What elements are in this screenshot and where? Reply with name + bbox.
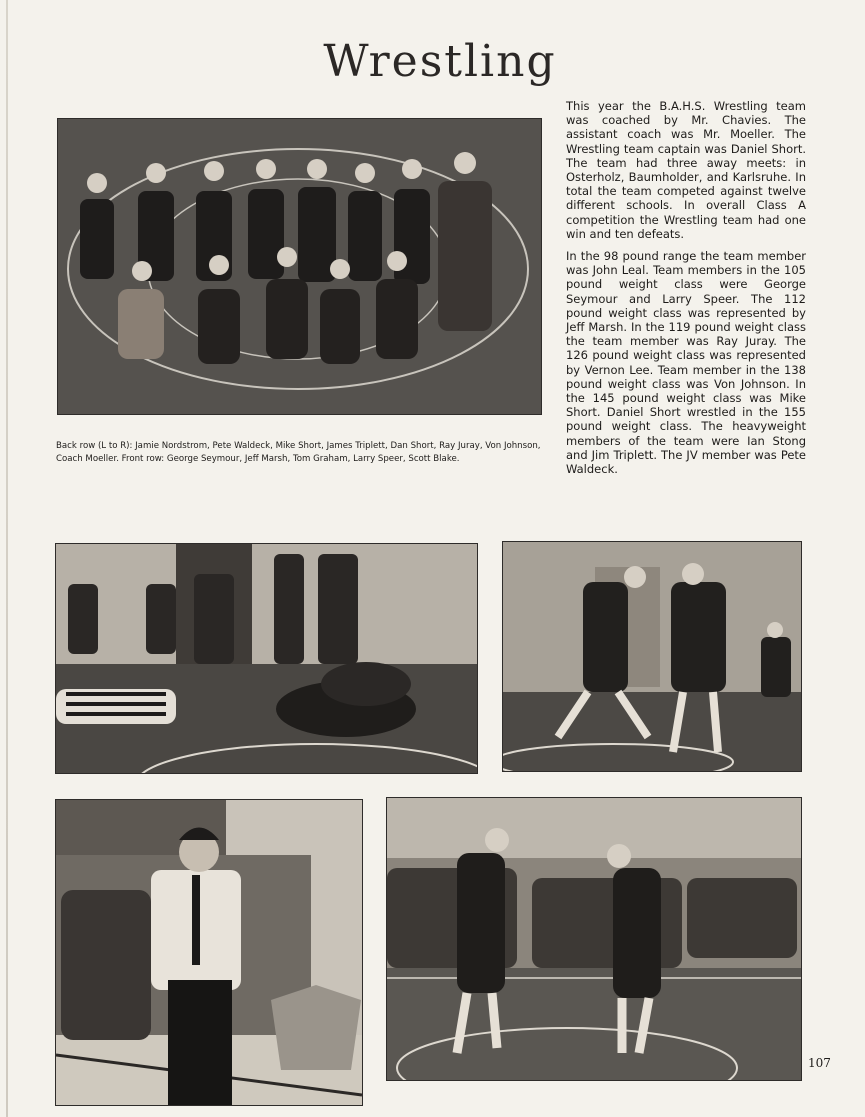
gym-match-photo — [386, 797, 802, 1081]
article-paragraph: In the 98 pound range the team member was John Leal. Team members in the 105 pound weight class were George Seymour and Larry Speer. The 112 pound weight class was represented by Jeff Marsh. In the 119 pound weight class the team member was Ray Juray. The 126 pound weight class was represented by Vernon Lee. Team member in the 138 pound weight class was Von Johnson. In the 145 pound weight class was Mike Short. Daniel Short wrestled in the 155 pound weight class. The heavyweight members of the team were Ian Stong and Jim Triplett. The JV member was Pete Waldeck. — [566, 249, 806, 477]
page-binding-edge — [6, 0, 8, 1117]
wrestlers-standing-photo — [502, 541, 802, 772]
team-photo — [57, 118, 542, 415]
article-text — [566, 99, 806, 484]
coach-photo — [55, 799, 363, 1106]
page-title: Wrestling — [323, 36, 557, 87]
match-referee-photo — [55, 543, 478, 774]
team-photo-caption: Back row (L to R): Jamie Nordstrom, Pete Waldeck, Mike Short, James Triplett, Dan Short, Ray Juray, Von Johnson, Coach Moeller. Front row: George Seymour, Jeff Marsh, Tom Graham, Larry Speer, Scott Blake. — [56, 441, 541, 464]
page-number: 107 — [808, 1056, 831, 1070]
article-paragraph: This year the B.A.H.S. Wrestling team was coached by Mr. Chavies. The assistant coach was Mr. Moeller. The Wrestling team captain was Daniel Short. The team had three away meets: in Osterholz, Baumholder, and Karlsruhe. In total the team competed against twelve different schools. In overall Class A competition the Wrestling team had one win and ten defeats. — [566, 99, 806, 241]
